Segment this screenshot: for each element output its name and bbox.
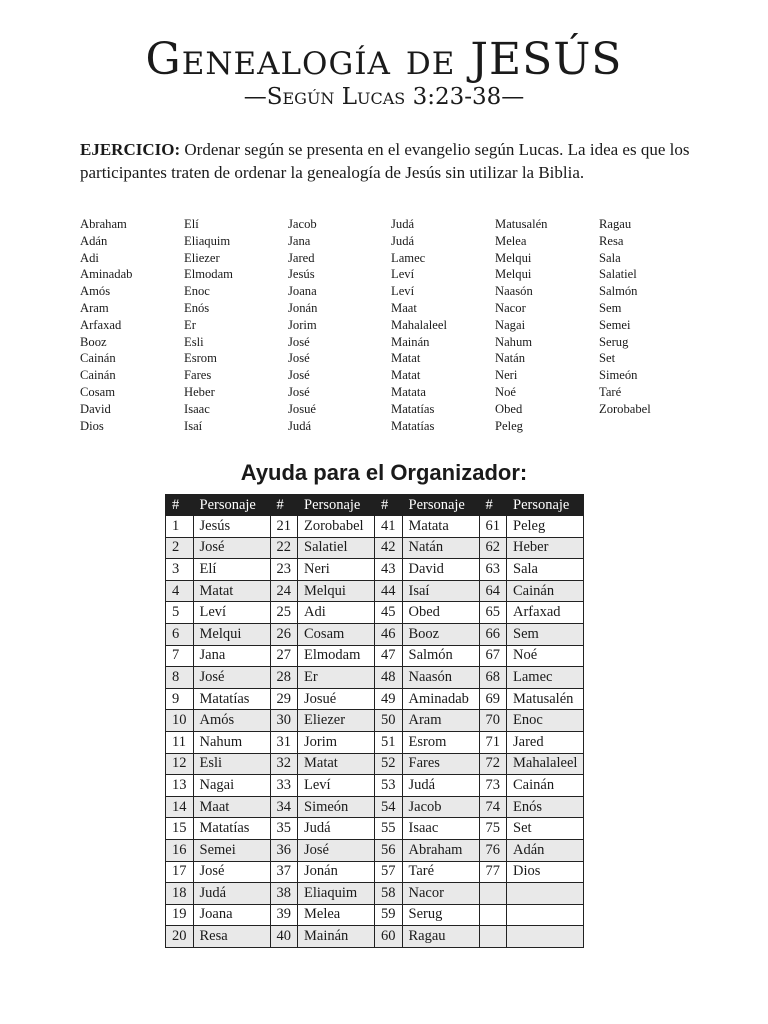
name-column [288, 216, 388, 434]
cell-number: 45 [375, 602, 403, 624]
table-row [166, 623, 584, 645]
cell-number: 50 [375, 710, 403, 732]
cell-number: 14 [166, 796, 194, 818]
cell-personaje: Nagai [193, 775, 270, 797]
cell-personaje: Maat [193, 796, 270, 818]
cell-number: 52 [375, 753, 403, 775]
name-item: Cosam [80, 384, 115, 399]
cell-personaje: Obed [402, 602, 479, 624]
cell-personaje: Jana [193, 645, 270, 667]
table-row [166, 904, 584, 926]
header-number: # [479, 495, 507, 516]
name-item: Matatías [391, 401, 435, 416]
name-item: Dios [80, 418, 104, 433]
cell-personaje: Neri [298, 559, 375, 581]
name-item: José [288, 368, 310, 383]
cell-personaje: Adi [298, 602, 375, 624]
name-item: Simeón [599, 368, 638, 383]
cell-number: 35 [270, 818, 298, 840]
cell-personaje: Booz [402, 623, 479, 645]
cell-personaje: Melea [298, 904, 375, 926]
cell-personaje: Cainán [507, 580, 584, 602]
name-column [80, 216, 180, 434]
cell-personaje: Matatías [193, 818, 270, 840]
cell-number: 34 [270, 796, 298, 818]
name-item: Aram [80, 300, 109, 315]
cell-number: 51 [375, 731, 403, 753]
name-item: Adán [80, 233, 108, 248]
cell-number: 70 [479, 710, 507, 732]
cell-personaje: Melqui [298, 580, 375, 602]
cell-number: 60 [375, 926, 403, 948]
name-item: Er [184, 317, 196, 332]
organizer-table [165, 494, 584, 948]
header-number: # [166, 495, 194, 516]
cell-number [479, 926, 507, 948]
name-item: Lamec [391, 250, 426, 265]
name-item: Salmón [599, 284, 638, 299]
name-item: José [288, 384, 310, 399]
cell-personaje: Melqui [193, 623, 270, 645]
name-item: Judá [288, 418, 312, 433]
cell-number: 56 [375, 839, 403, 861]
cell-personaje: Mahalaleel [507, 753, 584, 775]
cell-number: 24 [270, 580, 298, 602]
table-row [166, 688, 584, 710]
cell-number: 9 [166, 688, 194, 710]
name-item: Heber [184, 384, 215, 399]
cell-personaje: Natán [402, 537, 479, 559]
cell-number: 57 [375, 861, 403, 883]
cell-number: 12 [166, 753, 194, 775]
cell-personaje: Isaí [402, 580, 479, 602]
name-item: Judá [391, 217, 415, 231]
cell-number: 72 [479, 753, 507, 775]
name-item: Neri [495, 368, 518, 383]
cell-personaje: José [298, 839, 375, 861]
name-item: Amós [80, 284, 111, 299]
table-row [166, 710, 584, 732]
cell-personaje: Taré [402, 861, 479, 883]
cell-personaje: Semei [193, 839, 270, 861]
cell-number: 42 [375, 537, 403, 559]
cell-number: 1 [166, 516, 194, 538]
name-item: Nagai [495, 317, 526, 332]
name-item: Enós [184, 300, 210, 315]
organizer-body [166, 516, 584, 948]
cell-personaje: Jared [507, 731, 584, 753]
table-row [166, 753, 584, 775]
cell-number: 15 [166, 818, 194, 840]
cell-number: 64 [479, 580, 507, 602]
name-item: Elí [184, 217, 199, 231]
cell-number: 29 [270, 688, 298, 710]
name-item: Zorobabel [599, 401, 651, 416]
cell-number: 58 [375, 883, 403, 905]
cell-personaje: Jonán [298, 861, 375, 883]
cell-personaje: Naasón [402, 667, 479, 689]
name-item: Sala [599, 250, 621, 265]
name-item: Leví [391, 284, 415, 299]
cell-number: 22 [270, 537, 298, 559]
cell-personaje: Er [298, 667, 375, 689]
cell-number: 18 [166, 883, 194, 905]
cell-personaje: Salatiel [298, 537, 375, 559]
name-item: Noé [495, 384, 516, 399]
name-item: Nacor [495, 300, 526, 315]
cell-personaje: Matat [193, 580, 270, 602]
name-item: Matusalén [495, 217, 548, 231]
cell-number: 77 [479, 861, 507, 883]
cell-personaje: Isaac [402, 818, 479, 840]
cell-personaje: Nacor [402, 883, 479, 905]
cell-number: 37 [270, 861, 298, 883]
name-item: Booz [80, 334, 107, 349]
cell-number: 41 [375, 516, 403, 538]
name-item: Natán [495, 351, 526, 366]
cell-personaje: Mainán [298, 926, 375, 948]
cell-personaje: Elmodam [298, 645, 375, 667]
table-row [166, 926, 584, 948]
header-personaje: Personaje [298, 495, 375, 516]
cell-number: 27 [270, 645, 298, 667]
cell-number: 55 [375, 818, 403, 840]
header-number: # [375, 495, 403, 516]
name-item: Naasón [495, 284, 533, 299]
cell-personaje: Sala [507, 559, 584, 581]
cell-personaje: Aram [402, 710, 479, 732]
cell-personaje: Noé [507, 645, 584, 667]
exercise-text: Ordenar según se presenta en el evangelio según Lucas. La idea es que los participantes traten de ordenar la genealogía de Jesús sin utilizar la Biblia. [80, 140, 690, 182]
table-row [166, 883, 584, 905]
cell-personaje [507, 904, 584, 926]
cell-number: 33 [270, 775, 298, 797]
cell-personaje: Nahum [193, 731, 270, 753]
table-row [166, 818, 584, 840]
name-item: Matatías [391, 418, 435, 433]
name-item: Resa [599, 233, 624, 248]
cell-personaje: Matat [298, 753, 375, 775]
cell-personaje: Serug [402, 904, 479, 926]
cell-personaje: Joana [193, 904, 270, 926]
name-item: Maat [391, 300, 417, 315]
page-title: Genealogía de JESÚS [145, 34, 623, 85]
name-item: Joana [288, 284, 317, 299]
name-item: Serug [599, 334, 629, 349]
cell-number: 40 [270, 926, 298, 948]
cell-number: 6 [166, 623, 194, 645]
cell-number: 65 [479, 602, 507, 624]
name-item: José [288, 334, 310, 349]
name-item: David [80, 401, 111, 416]
cell-number: 39 [270, 904, 298, 926]
table-row [166, 559, 584, 581]
cell-number: 69 [479, 688, 507, 710]
name-item: Jesús [288, 267, 315, 282]
name-item: Taré [599, 384, 622, 399]
exercise-instructions [80, 138, 700, 184]
name-column [495, 216, 595, 434]
name-item: Eliezer [184, 250, 220, 265]
name-item: Matat [391, 351, 421, 366]
cell-number: 49 [375, 688, 403, 710]
name-item: Jared [288, 250, 315, 265]
name-item: José [288, 351, 310, 366]
cell-number: 7 [166, 645, 194, 667]
cell-number: 43 [375, 559, 403, 581]
cell-number: 46 [375, 623, 403, 645]
cell-number: 38 [270, 883, 298, 905]
table-row [166, 537, 584, 559]
cell-number: 76 [479, 839, 507, 861]
cell-number: 5 [166, 602, 194, 624]
cell-personaje: Enós [507, 796, 584, 818]
name-item: Obed [495, 401, 523, 416]
cell-personaje: Cosam [298, 623, 375, 645]
name-item: Melea [495, 233, 527, 248]
table-row [166, 861, 584, 883]
name-item: Jana [288, 233, 311, 248]
header-number: # [270, 495, 298, 516]
cell-number: 67 [479, 645, 507, 667]
cell-number: 61 [479, 516, 507, 538]
cell-personaje: Arfaxad [507, 602, 584, 624]
cell-number: 21 [270, 516, 298, 538]
name-item: Sem [599, 300, 622, 315]
cell-personaje: Matusalén [507, 688, 584, 710]
cell-number: 4 [166, 580, 194, 602]
name-item: Esli [184, 334, 204, 349]
name-item: Jonán [288, 300, 318, 315]
cell-personaje: Jacob [402, 796, 479, 818]
cell-number: 71 [479, 731, 507, 753]
cell-personaje: José [193, 537, 270, 559]
cell-personaje: Set [507, 818, 584, 840]
name-item: Nahum [495, 334, 533, 349]
cell-personaje: Amós [193, 710, 270, 732]
name-item: Eliaquim [184, 233, 231, 248]
cell-personaje: Josué [298, 688, 375, 710]
name-item: Melqui [495, 267, 532, 282]
cell-number: 44 [375, 580, 403, 602]
name-item: Arfaxad [80, 317, 122, 332]
name-item: Peleg [495, 418, 523, 433]
cell-number: 13 [166, 775, 194, 797]
table-row [166, 796, 584, 818]
cell-number: 17 [166, 861, 194, 883]
cell-number: 36 [270, 839, 298, 861]
cell-personaje: Eliaquim [298, 883, 375, 905]
name-item: Ragau [599, 217, 632, 231]
cell-personaje: Cainán [507, 775, 584, 797]
cell-personaje: José [193, 861, 270, 883]
name-item: Matat [391, 368, 421, 383]
cell-personaje: Esli [193, 753, 270, 775]
name-item: Elmodam [184, 267, 233, 282]
cell-number: 54 [375, 796, 403, 818]
name-item: Adi [80, 250, 99, 265]
cell-personaje: José [193, 667, 270, 689]
cell-number: 30 [270, 710, 298, 732]
cell-number: 75 [479, 818, 507, 840]
cell-number: 73 [479, 775, 507, 797]
cell-personaje: Aminadab [402, 688, 479, 710]
name-item: Matata [391, 384, 426, 399]
cell-number: 62 [479, 537, 507, 559]
table-row [166, 731, 584, 753]
name-item: Abraham [80, 217, 127, 231]
name-item: Jorim [288, 317, 317, 332]
name-item: Josué [288, 401, 316, 416]
cell-number: 20 [166, 926, 194, 948]
cell-number: 66 [479, 623, 507, 645]
cell-personaje: Jorim [298, 731, 375, 753]
cell-number: 28 [270, 667, 298, 689]
cell-number: 74 [479, 796, 507, 818]
cell-number: 63 [479, 559, 507, 581]
name-column [599, 216, 699, 418]
name-item: Semei [599, 317, 631, 332]
cell-personaje [507, 926, 584, 948]
cell-number: 31 [270, 731, 298, 753]
table-row [166, 775, 584, 797]
cell-personaje: Judá [402, 775, 479, 797]
cell-personaje: Leví [193, 602, 270, 624]
organizer-title: Ayuda para el Organizador: [240, 460, 528, 485]
cell-personaje: Elí [193, 559, 270, 581]
cell-number: 48 [375, 667, 403, 689]
cell-number: 59 [375, 904, 403, 926]
organizer-header-row [166, 495, 584, 516]
cell-personaje: Eliezer [298, 710, 375, 732]
cell-personaje: Esrom [402, 731, 479, 753]
name-item: Fares [184, 368, 212, 383]
cell-number: 2 [166, 537, 194, 559]
cell-personaje: Jesús [193, 516, 270, 538]
name-item: Mahalaleel [391, 317, 447, 332]
cell-personaje: Peleg [507, 516, 584, 538]
header-personaje: Personaje [507, 495, 584, 516]
exercise-label: EJERCICIO: [80, 140, 181, 159]
name-item: Mainán [391, 334, 430, 349]
table-row [166, 839, 584, 861]
name-item: Judá [391, 233, 415, 248]
table-row [166, 580, 584, 602]
cell-number [479, 904, 507, 926]
name-item: Isaac [184, 401, 210, 416]
cell-number: 26 [270, 623, 298, 645]
cell-personaje: Adán [507, 839, 584, 861]
cell-personaje: Enoc [507, 710, 584, 732]
name-item: Set [599, 351, 616, 366]
cell-personaje: David [402, 559, 479, 581]
name-item: Isaí [184, 418, 203, 433]
name-item: Leví [391, 267, 415, 282]
page-subtitle: —Según Lucas 3:23-38— [243, 84, 525, 110]
cell-number: 25 [270, 602, 298, 624]
cell-personaje: Resa [193, 926, 270, 948]
cell-personaje: Dios [507, 861, 584, 883]
cell-number: 8 [166, 667, 194, 689]
header-personaje: Personaje [402, 495, 479, 516]
name-item: Enoc [184, 284, 210, 299]
cell-personaje: Simeón [298, 796, 375, 818]
name-item: Salatiel [599, 267, 637, 282]
cell-number: 11 [166, 731, 194, 753]
cell-personaje: Ragau [402, 926, 479, 948]
cell-personaje [507, 883, 584, 905]
cell-number: 47 [375, 645, 403, 667]
cell-personaje: Judá [193, 883, 270, 905]
cell-number: 10 [166, 710, 194, 732]
cell-number: 53 [375, 775, 403, 797]
header-personaje: Personaje [193, 495, 270, 516]
cell-personaje: Abraham [402, 839, 479, 861]
cell-personaje: Salmón [402, 645, 479, 667]
name-item: Melqui [495, 250, 532, 265]
cell-number: 19 [166, 904, 194, 926]
cell-personaje: Lamec [507, 667, 584, 689]
cell-number: 16 [166, 839, 194, 861]
table-row [166, 602, 584, 624]
cell-personaje: Matatías [193, 688, 270, 710]
name-item: Cainán [80, 368, 116, 383]
cell-personaje: Fares [402, 753, 479, 775]
cell-personaje: Heber [507, 537, 584, 559]
cell-personaje: Zorobabel [298, 516, 375, 538]
cell-personaje: Matata [402, 516, 479, 538]
cell-number [479, 883, 507, 905]
cell-number: 32 [270, 753, 298, 775]
table-row [166, 645, 584, 667]
name-item: Jacob [288, 217, 317, 231]
cell-number: 68 [479, 667, 507, 689]
name-item: Cainán [80, 351, 116, 366]
name-item: Esrom [184, 351, 217, 366]
cell-personaje: Leví [298, 775, 375, 797]
cell-personaje: Sem [507, 623, 584, 645]
name-item: Aminadab [80, 267, 133, 282]
name-column [184, 216, 284, 434]
table-row [166, 667, 584, 689]
cell-number: 23 [270, 559, 298, 581]
table-row [166, 516, 584, 538]
cell-personaje: Judá [298, 818, 375, 840]
name-column [391, 216, 491, 434]
cell-number: 3 [166, 559, 194, 581]
